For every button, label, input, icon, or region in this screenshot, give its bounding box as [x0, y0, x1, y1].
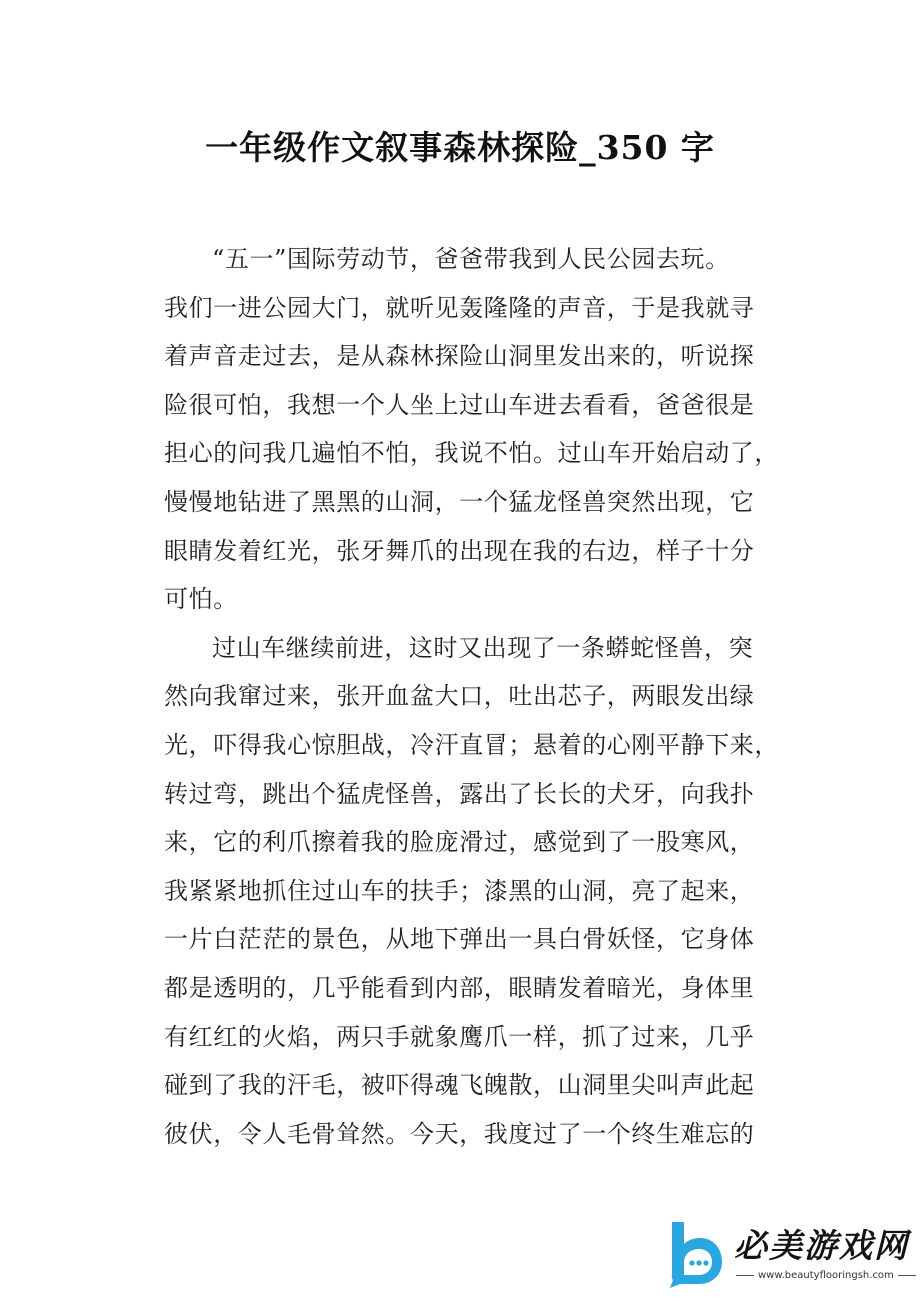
text-line: 险很可怕，我想一个人坐上过山车进去看看，爸爸很是	[164, 390, 755, 419]
text-line: 然向我窜过来，张开血盆大口，吐出芯子，两眼发出绿	[164, 682, 755, 711]
text-line: 着声音走过去，是从森林探险山洞里发出来的，听说探	[164, 342, 755, 371]
watermark-name: 必美游戏网	[734, 1226, 909, 1265]
text-line: 担心的问我几遍怕不怕，我说不怕。过山车开始启动了，	[164, 439, 779, 468]
text-line: 我紧紧地抓住过山车的扶手；漆黑的山洞，亮了起来，	[164, 876, 755, 905]
text-line: 有红红的火焰，两只手就象鹰爪一样，抓了过来，几乎	[164, 1022, 755, 1051]
text-line: 光，吓得我心惊胆战，冷汗直冒；悬着的心刚平静下来，	[164, 730, 779, 759]
document-title: 一年级作文叙事森林探险_350 字	[205, 128, 715, 167]
document-body	[164, 235, 779, 1158]
text-line: 过山车继续前进，这时又出现了一条蟒蛇怪兽，突	[212, 633, 754, 662]
paragraph-1	[164, 235, 779, 624]
text-line: 都是透明的，几乎能看到内部，眼睛发着暗光，身体里	[164, 973, 755, 1002]
text-line: 眼睛发着红光，张牙舞爪的出现在我的右边，样子十分	[164, 536, 755, 565]
watermark	[662, 1210, 910, 1296]
text-line: 可怕。	[164, 585, 238, 614]
text-line: 一片白茫茫的景色，从地下弹出一具白骨妖怪，它身体	[164, 925, 755, 954]
watermark-url: www.beautyflooringsh.com	[732, 1270, 920, 1281]
text-line: 彼伏，令人毛骨耸然。今天，我度过了一个终生难忘的	[164, 1119, 755, 1148]
text-line: 慢慢地钻进了黑黑的山洞，一个猛龙怪兽突然出现，它	[164, 487, 755, 516]
text-line: 转过弯，跳出个猛虎怪兽，露出了长长的犬牙，向我扑	[164, 779, 755, 808]
paragraph-2	[164, 624, 779, 1159]
speech-bubble-b-icon	[662, 1218, 726, 1288]
text-line: 我们一进公园大门，就听见轰隆隆的声音，于是我就寻	[164, 293, 755, 322]
text-line: “五一”国际劳动节，爸爸带我到人民公园去玩。	[212, 245, 730, 273]
text-line: 碰到了我的汗毛，被吓得魂飞魄散，山洞里尖叫声此起	[164, 1071, 755, 1100]
text-line: 来，它的利爪擦着我的脸庞滑过，感觉到了一股寒风，	[164, 828, 755, 857]
